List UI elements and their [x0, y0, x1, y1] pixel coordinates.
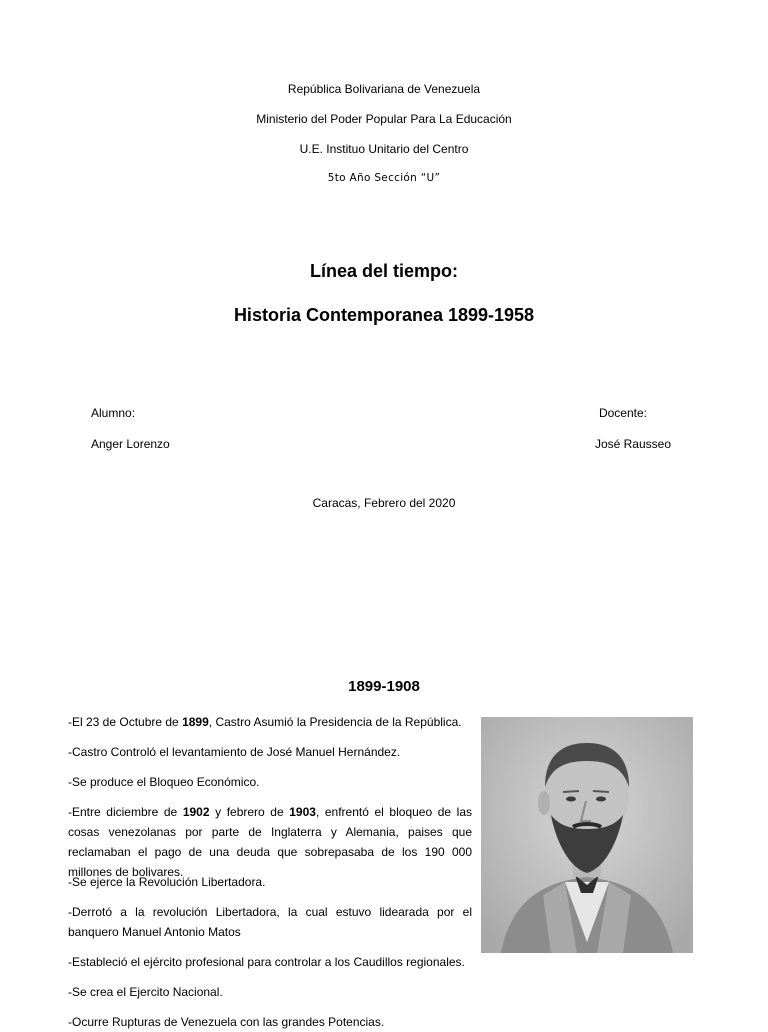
list-item: -El 23 de Octubre de 1899, Castro Asumió la Presidencia de la República.: [68, 715, 462, 729]
header-school: U.E. Instituo Unitario del Centro: [299, 142, 469, 156]
list-item: -Se crea el Ejercito Nacional.: [68, 985, 223, 999]
list-item: -Ocurre Rupturas de Venezuela con las grandes Potencias.: [68, 1015, 385, 1029]
portrait-illustration: [481, 717, 693, 953]
list-item: -Derrotó a la revolución Libertadora, la cual estuvo lidearada por el banquero Manuel Antonio Matos: [68, 905, 472, 939]
list-item: -Se produce el Bloqueo Económico.: [68, 775, 260, 789]
document-title: Línea del tiempo:: [309, 261, 459, 281]
student-name: Anger Lorenzo: [91, 437, 170, 451]
header-republic: República Bolivariana de Venezuela: [287, 82, 481, 96]
section-heading: 1899-1908: [348, 678, 420, 695]
teacher-name: José Rausseo: [594, 437, 671, 451]
student-label: Alumno:: [91, 406, 136, 420]
place-date: Caracas, Febrero del 2020: [312, 496, 456, 510]
list-item: -Estableció el ejército profesional para controlar a los Caudillos regionales.: [68, 955, 465, 969]
header-section: 5to Año Sección “U”: [327, 172, 441, 184]
document-subtitle: Historia Contemporanea 1899-1958: [233, 305, 535, 325]
teacher-label: Docente:: [598, 406, 647, 420]
list-item: -Entre diciembre de 1902 y febrero de 1903, enfrentó el bloqueo de las cosas venezolanas por parte de Inglaterra y Alemania, paises que reclamaban el pago de una deuda que sobrepasaba de los 190 000 millones de bolivares.: [68, 805, 472, 879]
list-item: -Se ejerce la Revolución Libertadora.: [68, 875, 266, 889]
list-item: -Castro Controló el levantamiento de José Manuel Hernández.: [68, 745, 401, 759]
header-ministry: Ministerio del Poder Popular Para La Educación: [256, 112, 512, 126]
portrait-photo: [481, 717, 693, 953]
